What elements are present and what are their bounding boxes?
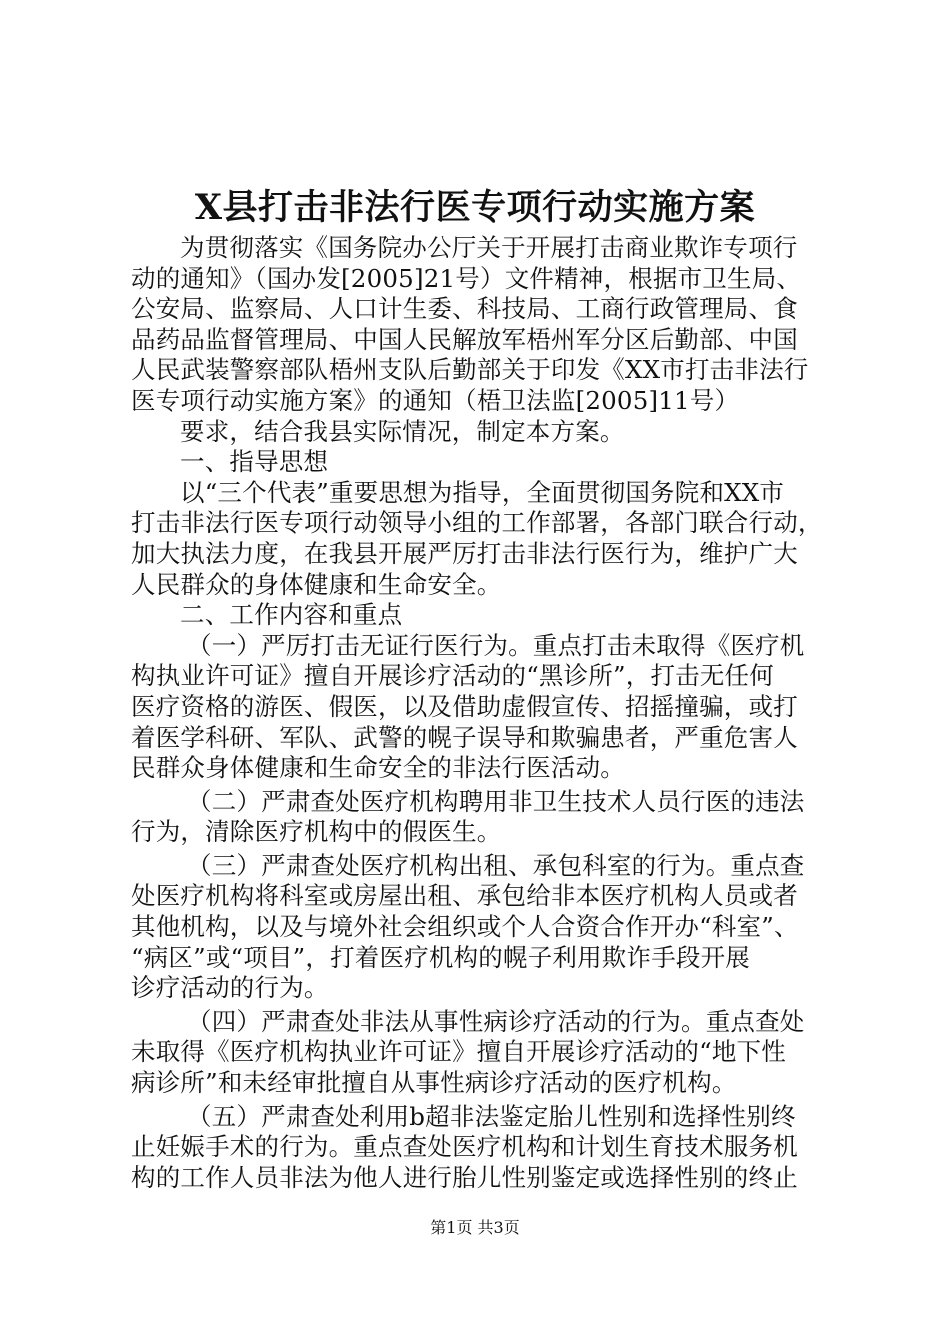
body-line: “病区”或“项目”，打着医疗机构的幌子利用欺诈手段开展	[131, 942, 750, 972]
body-line: 止妊娠手术的行为。重点查处医疗机构和计划生育技术服务机	[131, 1132, 798, 1162]
body-line: 其他机构，以及与境外社会组织或个人合资合作开办“科室”、	[131, 912, 799, 942]
body-line: 构执业许可证》擅自开展诊疗活动的“黑诊所”，打击无任何	[131, 661, 774, 691]
body-line: 人民群众的身体健康和生命安全。	[131, 569, 502, 599]
section-heading: 二、工作内容和重点	[180, 600, 403, 630]
document-title: X县打击非法行医专项行动实施方案	[194, 187, 756, 228]
body-line: 构的工作人员非法为他人进行胎儿性别鉴定或选择性别的终止	[131, 1162, 798, 1192]
body-line: 打击非法行医专项行动领导小组的工作部署，各部门联合行动，	[131, 508, 823, 538]
body-line: 着医学科研、军队、武警的幌子误导和欺骗患者，严重危害人	[131, 722, 798, 752]
body-line: 诊疗活动的行为。	[131, 973, 329, 1003]
body-line: 以“三个代表”重要思想为指导，全面贯彻国务院和XX市	[180, 477, 785, 507]
body-line: 病诊所”和未经审批擅自从事性病诊疗活动的医疗机构。	[131, 1068, 737, 1098]
body-line: 要求，结合我县实际情况，制定本方案。	[180, 416, 625, 446]
body-line: 品药品监督管理局、中国人民解放军梧州军分区后勤部、中国	[131, 324, 798, 354]
body-line: 行为，清除医疗机构中的假医生。	[131, 817, 502, 847]
body-line: 加大执法力度，在我县开展严厉打击非法行医行为，维护广大	[131, 538, 798, 568]
body-line: 为贯彻落实《国务院办公厅关于开展打击商业欺诈专项行	[180, 233, 798, 262]
body-line: 民群众身体健康和生命安全的非法行医活动。	[131, 753, 625, 783]
body-line: 公安局、监察局、人口计生委、科技局、工商行政管理局、食	[131, 294, 798, 324]
body-line: （一）严厉打击无证行医行为。重点打击未取得《医疗机	[187, 630, 805, 660]
body-line: 动的通知》（国办发[2005]21号）文件精神，根据市卫生局、	[131, 263, 802, 293]
body-line: 处医疗机构将科室或房屋出租、承包给非本医疗机构人员或者	[131, 881, 798, 911]
body-line: 未取得《医疗机构执业许可证》擅自开展诊疗活动的“地下性	[131, 1037, 786, 1067]
body-line: （五）严肃查处利用b超非法鉴定胎儿性别和选择性别终	[187, 1101, 796, 1131]
page-number: 第1页 共3页	[430, 1218, 520, 1237]
body-line: 医疗资格的游医、假医，以及借助虚假宣传、招摇撞骗，或打	[131, 691, 798, 721]
body-line: 人民武装警察部队梧州支队后勤部关于印发《XX市打击非法行	[131, 355, 809, 385]
section-heading: 一、指导思想	[180, 447, 329, 477]
body-line: 医专项行动实施方案》的通知（梧卫法监[2005]11号）	[131, 385, 740, 415]
document-body	[131, 233, 831, 1193]
body-line: （四）严肃查处非法从事性病诊疗活动的行为。重点查处	[187, 1006, 805, 1036]
body-line: （三）严肃查处医疗机构出租、承包科室的行为。重点查	[187, 850, 805, 880]
body-line: （二）严肃查处医疗机构聘用非卫生技术人员行医的违法	[187, 786, 805, 816]
